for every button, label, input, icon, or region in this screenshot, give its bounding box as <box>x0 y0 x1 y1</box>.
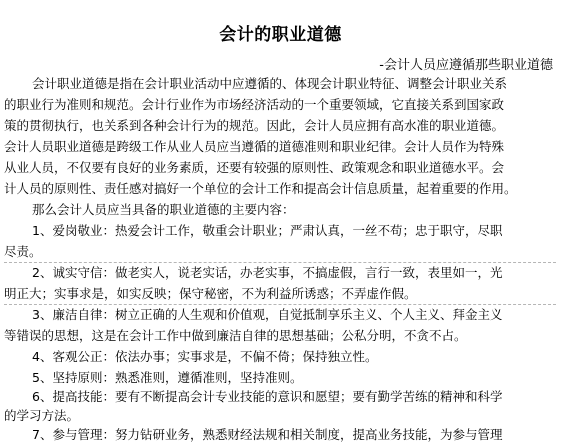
list-item-line: 4、客观公正：依法办事；实事求是，不偏不倚；保持独立性。 <box>32 349 378 364</box>
list-item-line: 1、爱岗敬业：热爱会计工作，敬重会计职业；严肃认真，一丝不苟；忠于职守，尽职 <box>32 223 503 238</box>
document-subtitle: -会计人员应遵循那些职业道德 <box>379 58 553 73</box>
list-item-line: 2、诚实守信：做老实人，说老实话，办老实事，不搞虚假，言行一致，表里如一，光 <box>32 265 503 280</box>
text-line: 的职业行为准则和规范。会计行业作为市场经济活动的一个重要领域，它直接关系到国家政 <box>4 97 505 112</box>
text-line: 计人员的原则性、责任感对搞好一个单位的会计工作和提高会计信息质量，起着重要的作用。 <box>4 181 517 196</box>
text-line: 会计人员职业道德是跨级工作从业人员应当遵循的道德准则和职业纪律。会计人员作为特殊 <box>4 139 505 154</box>
section-divider <box>4 262 556 263</box>
list-item-line: 3、廉洁自律：树立正确的人生观和价值观，自觉抵制享乐主义、个人主义、拜金主义 <box>32 307 503 322</box>
text-line: 那么会计人员应当具备的职业道德的主要内容： <box>32 202 295 217</box>
list-item-line: 6、提高技能：要有不断提高会计专业技能的意识和愿望；要有勤学苦练的精神和科学 <box>32 389 503 404</box>
list-item-line: 7、参与管理：努力钻研业务，熟悉财经法规和相关制度，提高业务技能，为参与管理 <box>32 427 503 442</box>
text-line: 策的贯彻执行，也关系到各种会计行为的规范。因此，会计人员应拥有高水准的职业道德。 <box>4 118 505 133</box>
list-item-line: 等错误的思想，这是在会计工作中做到廉洁自律的思想基础；公私分明，不贪不占。 <box>4 328 467 343</box>
document-title: 会计的职业道德 <box>219 25 342 45</box>
section-divider <box>4 304 556 305</box>
list-item-line: 5、坚持原则：熟悉准则，遵循准则，坚持准则。 <box>32 370 303 385</box>
list-item-line: 的学习方法。 <box>4 408 80 423</box>
text-line: 会计职业道德是指在会计职业活动中应遵循的、体现会计职业特征、调整会计职业关系 <box>32 76 508 91</box>
list-item-line: 尽责。 <box>4 244 42 259</box>
list-item-line: 明正大；实事求是，如实反映；保守秘密，不为利益所诱惑；不弄虚作假。 <box>4 286 417 301</box>
text-line: 从业人员，不仅要有良好的业务素质，还要有较强的原则性、政策观念和职业道德水平。会 <box>4 160 505 175</box>
